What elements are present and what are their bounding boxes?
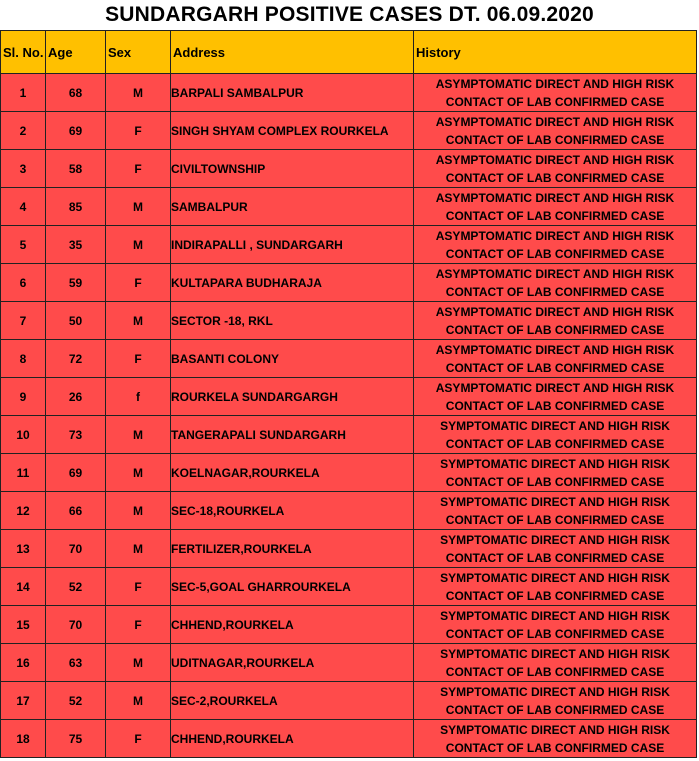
cell-sl-no: 18	[1, 720, 46, 758]
history-line: ASYMPTOMATIC DIRECT AND HIGH RISK	[435, 342, 675, 357]
cell-history	[414, 302, 697, 340]
cell-sex: M	[106, 226, 171, 264]
table-row	[1, 606, 697, 644]
cell-sex: M	[106, 644, 171, 682]
cell-history	[414, 226, 697, 264]
history-line: SYMPTOMATIC DIRECT AND HIGH RISK	[440, 418, 670, 433]
cell-sl-no: 6	[1, 264, 46, 302]
table-row	[1, 112, 697, 150]
history-line: SYMPTOMATIC DIRECT AND HIGH RISK	[440, 494, 670, 509]
cell-sex: F	[106, 568, 171, 606]
cell-address: INDIRAPALLI , SUNDARGARH	[171, 226, 414, 264]
cell-sex: M	[106, 188, 171, 226]
cell-sex: F	[106, 720, 171, 758]
cell-age: 35	[46, 226, 106, 264]
cell-address: SEC-2,ROURKELA	[171, 682, 414, 720]
table-row	[1, 568, 697, 606]
history-line: CONTACT OF LAB CONFIRMED CASE	[445, 588, 665, 603]
cell-sex: F	[106, 340, 171, 378]
cell-age: 59	[46, 264, 106, 302]
history-line: CONTACT OF LAB CONFIRMED CASE	[445, 170, 665, 185]
cell-sl-no: 15	[1, 606, 46, 644]
cell-history	[414, 606, 697, 644]
cell-history	[414, 112, 697, 150]
cell-age: 69	[46, 112, 106, 150]
table-row	[1, 340, 697, 378]
history-line: CONTACT OF LAB CONFIRMED CASE	[445, 740, 665, 755]
cell-address: CIVILTOWNSHIP	[171, 150, 414, 188]
cell-address: SINGH SHYAM COMPLEX ROURKELA	[171, 112, 414, 150]
history-line: CONTACT OF LAB CONFIRMED CASE	[445, 208, 665, 223]
cell-sex: F	[106, 112, 171, 150]
table-row	[1, 530, 697, 568]
cell-age: 72	[46, 340, 106, 378]
cell-sl-no: 7	[1, 302, 46, 340]
cases-table	[0, 30, 697, 758]
cell-history	[414, 492, 697, 530]
cell-sl-no: 11	[1, 454, 46, 492]
cell-sl-no: 8	[1, 340, 46, 378]
history-line: ASYMPTOMATIC DIRECT AND HIGH RISK	[435, 228, 675, 243]
history-line: CONTACT OF LAB CONFIRMED CASE	[445, 512, 665, 527]
cell-sl-no: 16	[1, 644, 46, 682]
table-row	[1, 264, 697, 302]
history-line: ASYMPTOMATIC DIRECT AND HIGH RISK	[435, 114, 675, 129]
cell-sex: M	[106, 682, 171, 720]
cell-age: 26	[46, 378, 106, 416]
cell-address: CHHEND,ROURKELA	[171, 606, 414, 644]
table-header-row	[1, 31, 697, 74]
table-row	[1, 302, 697, 340]
cell-history	[414, 568, 697, 606]
cell-history	[414, 682, 697, 720]
history-line: CONTACT OF LAB CONFIRMED CASE	[445, 664, 665, 679]
cell-address: BARPALI SAMBALPUR	[171, 74, 414, 112]
table-row	[1, 720, 697, 758]
history-line: CONTACT OF LAB CONFIRMED CASE	[445, 94, 665, 109]
cell-sl-no: 17	[1, 682, 46, 720]
cell-sl-no: 12	[1, 492, 46, 530]
cell-address: ROURKELA SUNDARGARGH	[171, 378, 414, 416]
cell-sl-no: 10	[1, 416, 46, 454]
table-row	[1, 682, 697, 720]
cell-address: FERTILIZER,ROURKELA	[171, 530, 414, 568]
header-address: Address	[171, 31, 414, 74]
cell-sex: M	[106, 302, 171, 340]
cell-address: TANGERAPALI SUNDARGARH	[171, 416, 414, 454]
cell-sl-no: 1	[1, 74, 46, 112]
cell-history	[414, 644, 697, 682]
cell-history	[414, 340, 697, 378]
cell-sex: F	[106, 264, 171, 302]
history-line: CONTACT OF LAB CONFIRMED CASE	[445, 550, 665, 565]
cell-age: 73	[46, 416, 106, 454]
cell-history	[414, 454, 697, 492]
cell-address: KULTAPARA BUDHARAJA	[171, 264, 414, 302]
cell-address: BASANTI COLONY	[171, 340, 414, 378]
history-line: CONTACT OF LAB CONFIRMED CASE	[445, 284, 665, 299]
cell-sl-no: 13	[1, 530, 46, 568]
header-history: History	[414, 31, 697, 74]
cell-sex: M	[106, 492, 171, 530]
table-row	[1, 416, 697, 454]
cell-history	[414, 74, 697, 112]
cell-history	[414, 188, 697, 226]
history-line: ASYMPTOMATIC DIRECT AND HIGH RISK	[435, 266, 675, 281]
table-row	[1, 454, 697, 492]
history-line: SYMPTOMATIC DIRECT AND HIGH RISK	[440, 646, 670, 661]
history-line: SYMPTOMATIC DIRECT AND HIGH RISK	[440, 722, 670, 737]
cell-history	[414, 530, 697, 568]
history-line: CONTACT OF LAB CONFIRMED CASE	[445, 702, 665, 717]
history-line: SYMPTOMATIC DIRECT AND HIGH RISK	[440, 570, 670, 585]
table-row	[1, 150, 697, 188]
cell-history	[414, 378, 697, 416]
history-line: ASYMPTOMATIC DIRECT AND HIGH RISK	[435, 76, 675, 91]
table-row	[1, 226, 697, 264]
history-line: SYMPTOMATIC DIRECT AND HIGH RISK	[440, 684, 670, 699]
cell-sl-no: 4	[1, 188, 46, 226]
table-row	[1, 378, 697, 416]
history-line: ASYMPTOMATIC DIRECT AND HIGH RISK	[435, 152, 675, 167]
history-line: SYMPTOMATIC DIRECT AND HIGH RISK	[440, 532, 670, 547]
cell-age: 70	[46, 530, 106, 568]
cell-sl-no: 9	[1, 378, 46, 416]
cell-sl-no: 5	[1, 226, 46, 264]
history-line: CONTACT OF LAB CONFIRMED CASE	[445, 474, 665, 489]
cell-sex: M	[106, 454, 171, 492]
cell-sl-no: 14	[1, 568, 46, 606]
header-age: Age	[46, 31, 106, 74]
table-row	[1, 644, 697, 682]
cell-address: SEC-18,ROURKELA	[171, 492, 414, 530]
cell-age: 68	[46, 74, 106, 112]
history-line: ASYMPTOMATIC DIRECT AND HIGH RISK	[435, 380, 675, 395]
cell-age: 63	[46, 644, 106, 682]
cell-address: UDITNAGAR,ROURKELA	[171, 644, 414, 682]
cell-history	[414, 150, 697, 188]
header-sex: Sex	[106, 31, 171, 74]
cell-age: 52	[46, 568, 106, 606]
cell-sex: f	[106, 378, 171, 416]
cell-address: SECTOR -18, RKL	[171, 302, 414, 340]
cell-age: 70	[46, 606, 106, 644]
cell-sl-no: 2	[1, 112, 46, 150]
history-line: CONTACT OF LAB CONFIRMED CASE	[445, 246, 665, 261]
history-line: SYMPTOMATIC DIRECT AND HIGH RISK	[440, 456, 670, 471]
table-row	[1, 188, 697, 226]
history-line: CONTACT OF LAB CONFIRMED CASE	[445, 132, 665, 147]
cell-address: CHHEND,ROURKELA	[171, 720, 414, 758]
history-line: ASYMPTOMATIC DIRECT AND HIGH RISK	[435, 190, 675, 205]
history-line: CONTACT OF LAB CONFIRMED CASE	[445, 360, 665, 375]
cell-sex: M	[106, 530, 171, 568]
cell-address: KOELNAGAR,ROURKELA	[171, 454, 414, 492]
cell-address: SAMBALPUR	[171, 188, 414, 226]
cell-sl-no: 3	[1, 150, 46, 188]
cell-age: 85	[46, 188, 106, 226]
table-row	[1, 74, 697, 112]
cell-age: 75	[46, 720, 106, 758]
cell-age: 50	[46, 302, 106, 340]
header-sl-no: Sl. No.	[1, 31, 46, 74]
cell-history	[414, 264, 697, 302]
history-line: SYMPTOMATIC DIRECT AND HIGH RISK	[440, 608, 670, 623]
cell-history	[414, 416, 697, 454]
cell-age: 58	[46, 150, 106, 188]
history-line: ASYMPTOMATIC DIRECT AND HIGH RISK	[435, 304, 675, 319]
cell-sex: M	[106, 74, 171, 112]
cell-age: 69	[46, 454, 106, 492]
cell-age: 52	[46, 682, 106, 720]
cell-sex: F	[106, 606, 171, 644]
cell-age: 66	[46, 492, 106, 530]
page-title: SUNDARGARH POSITIVE CASES DT. 06.09.2020	[105, 3, 594, 26]
cell-address: SEC-5,GOAL GHARROURKELA	[171, 568, 414, 606]
cell-history	[414, 720, 697, 758]
cell-sex: M	[106, 416, 171, 454]
table-row	[1, 492, 697, 530]
history-line: CONTACT OF LAB CONFIRMED CASE	[445, 626, 665, 641]
history-line: CONTACT OF LAB CONFIRMED CASE	[445, 322, 665, 337]
cell-sex: F	[106, 150, 171, 188]
table-body	[1, 74, 697, 758]
history-line: CONTACT OF LAB CONFIRMED CASE	[445, 398, 665, 413]
history-line: CONTACT OF LAB CONFIRMED CASE	[445, 436, 665, 451]
